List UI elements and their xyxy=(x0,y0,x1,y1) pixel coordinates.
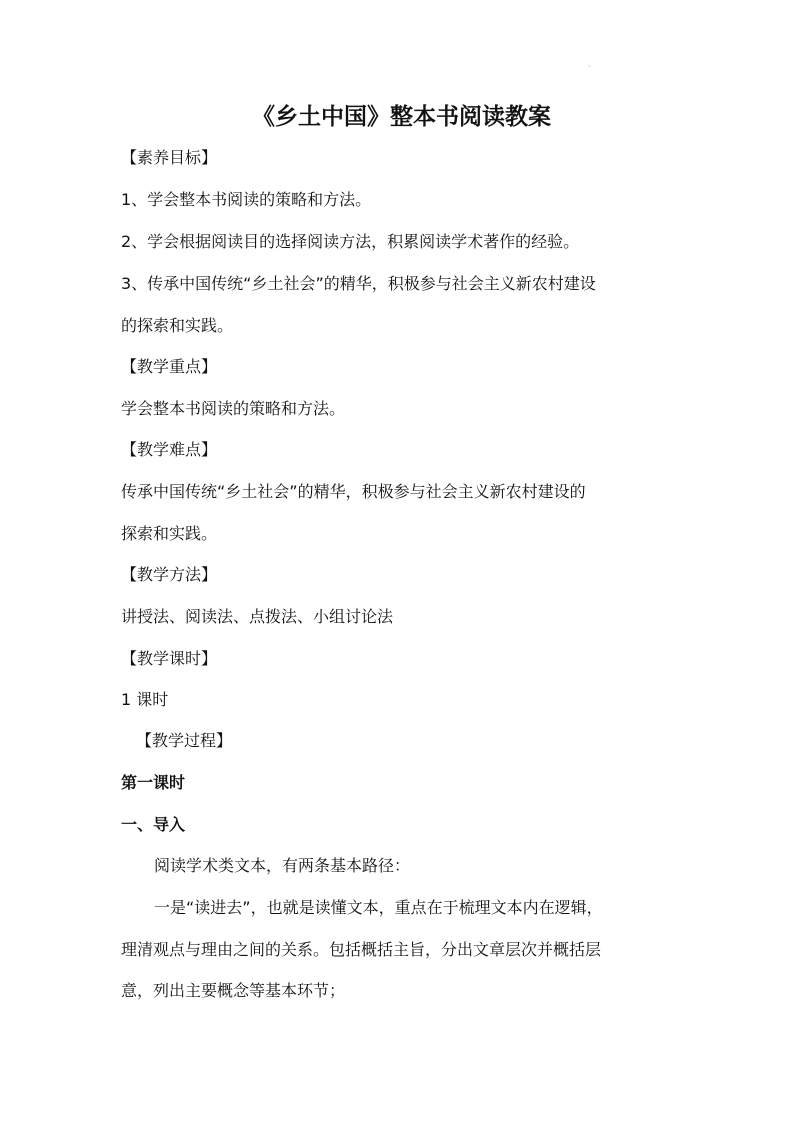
document-title: 《乡土中国》整本书阅读教案 xyxy=(252,103,551,130)
goal-3-line-1: 3、传承中国传统“乡土社会”的精华，积极参与社会主义新农村建设 xyxy=(121,274,596,293)
teaching-difficulty-line-1: 传承中国传统“乡土社会”的精华，积极参与社会主义新农村建设的 xyxy=(121,482,586,501)
section-introduction-heading: 一、导入 xyxy=(121,815,186,834)
teaching-difficulty-line-2: 探索和实践。 xyxy=(121,524,218,543)
heading-class-hours: 【教学课时】 xyxy=(121,649,218,668)
heading-teaching-methods: 【教学方法】 xyxy=(121,565,218,584)
teaching-focus-text: 学会整本书阅读的策略和方法。 xyxy=(121,399,346,418)
paragraph-1: 阅读学术类文本，有两条基本路径： xyxy=(154,856,411,875)
heading-teaching-process: 【教学过程】 xyxy=(136,731,233,750)
class-hours-text: 1 课时 xyxy=(121,690,169,709)
first-lesson-heading: 第一课时 xyxy=(121,773,186,792)
paragraph-2-line-1: 一是“读进去”，也就是读懂文本，重点在于梳理文本内在逻辑， xyxy=(154,898,603,917)
paragraph-2-line-2: 理清观点与理由之间的关系。包括概括主旨，分出文章层次并概括层 xyxy=(121,940,602,959)
heading-teaching-focus: 【教学重点】 xyxy=(121,357,218,376)
paragraph-2-line-3: 意，列出主要概念等基本环节； xyxy=(121,981,346,1000)
goal-1: 1、学会整本书阅读的策略和方法。 xyxy=(121,190,372,209)
heading-teaching-difficulty: 【教学难点】 xyxy=(121,440,218,459)
teaching-methods-text: 讲授法、阅读法、点拨法、小组讨论法 xyxy=(121,607,394,626)
corner-mark: · xyxy=(588,62,591,71)
goal-2: 2、学会根据阅读目的选择阅读方法，积累阅读学术著作的经验。 xyxy=(121,232,580,251)
goal-3-line-2: 的探索和实践。 xyxy=(121,316,234,335)
heading-literacy-goals: 【素养目标】 xyxy=(121,148,218,167)
